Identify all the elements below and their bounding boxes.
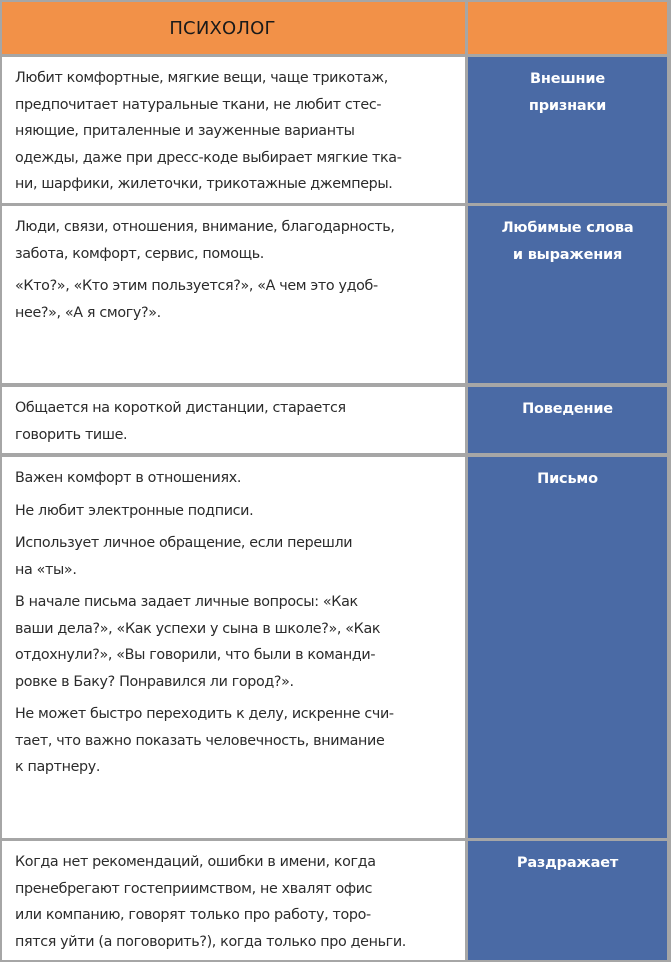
row-label-line: Внешние bbox=[530, 71, 605, 87]
row-text-cell bbox=[2, 841, 465, 960]
row-paragraph bbox=[15, 530, 459, 583]
row-label-line: и выражения bbox=[512, 247, 623, 263]
text-line: на «ты». bbox=[15, 561, 77, 578]
row-label-cell bbox=[468, 387, 667, 453]
text-line: В начале письма задает личные вопросы: «Как bbox=[15, 594, 358, 610]
row-label-cell bbox=[468, 841, 667, 960]
row-paragraph bbox=[15, 701, 459, 781]
text-line: Общается на короткой дистанции, старается bbox=[15, 400, 346, 416]
header-title: ПСИХОЛОГ bbox=[169, 18, 276, 39]
row-paragraph bbox=[15, 589, 459, 695]
text-line: забота, комфорт, сервис, помощь. bbox=[15, 245, 264, 262]
row-text-cell bbox=[2, 387, 465, 453]
row-label-cell bbox=[468, 457, 667, 838]
row-label-line: признаки bbox=[528, 98, 607, 114]
text-line: или компанию, говорят только про работу, торо- bbox=[15, 907, 371, 923]
row-label-cell bbox=[468, 57, 667, 203]
header-right-cell bbox=[468, 2, 667, 54]
text-line: Когда нет рекомендаций, ошибки в имени, когда bbox=[15, 854, 376, 870]
row-label-line: Поведение bbox=[522, 401, 613, 417]
text-line: Важен комфорт в отношениях. bbox=[15, 470, 242, 486]
row-paragraph bbox=[15, 465, 459, 492]
row-paragraph bbox=[15, 395, 459, 448]
text-line: пятся уйти (а поговорить?), когда только про деньги. bbox=[15, 933, 406, 950]
text-line: Не любит электронные подписи. bbox=[15, 502, 254, 519]
text-line: нее?», «А я смогу?». bbox=[15, 304, 161, 321]
row-text-cell bbox=[2, 457, 465, 838]
text-line: ваши дела?», «Как успехи у сына в школе?», «Как bbox=[15, 620, 381, 637]
row-paragraph bbox=[15, 273, 459, 326]
row-paragraph bbox=[15, 849, 459, 955]
row-paragraph bbox=[15, 65, 459, 198]
row-label-line: Любимые слова bbox=[501, 220, 634, 236]
row-text-cell bbox=[2, 206, 465, 383]
row-label-line: Раздражает bbox=[516, 855, 619, 871]
text-line: говорить тише. bbox=[15, 426, 128, 443]
text-line: ровке в Баку? Понравился ли город?». bbox=[15, 673, 294, 690]
text-line: отдохнули?», «Вы говорили, что были в команди- bbox=[15, 647, 376, 663]
text-line: Не может быстро переходить к делу, искренне счи- bbox=[15, 706, 394, 722]
text-line: предпочитает натуральные ткани, не любит стес- bbox=[15, 96, 382, 113]
row-paragraph bbox=[15, 214, 459, 267]
header-title-cell bbox=[2, 2, 465, 54]
text-line: тает, что важно показать человечность, внимание bbox=[15, 732, 385, 749]
text-line: Использует личное обращение, если перешли bbox=[15, 535, 353, 551]
text-line: к партнеру. bbox=[15, 759, 101, 775]
text-line: Любит комфортные, мягкие вещи, чаще трикотаж, bbox=[15, 70, 388, 86]
text-line: одежды, даже при дресс-коде выбирает мягкие тка- bbox=[15, 149, 402, 166]
row-label-cell bbox=[468, 206, 667, 383]
text-line: няющие, приталенные и зауженные варианты bbox=[15, 123, 355, 139]
text-line: «Кто?», «Кто этим пользуется?», «А чем это удоб- bbox=[15, 278, 378, 294]
row-paragraph bbox=[15, 498, 459, 525]
text-line: пренебрегают гостеприимством, не хвалят офис bbox=[15, 880, 373, 897]
text-line: Люди, связи, отношения, внимание, благодарность, bbox=[15, 219, 395, 235]
row-text-cell bbox=[2, 57, 465, 203]
text-line: ни, шарфики, жилеточки, трикотажные джемперы. bbox=[15, 176, 393, 192]
row-label-line: Письмо bbox=[537, 471, 598, 487]
